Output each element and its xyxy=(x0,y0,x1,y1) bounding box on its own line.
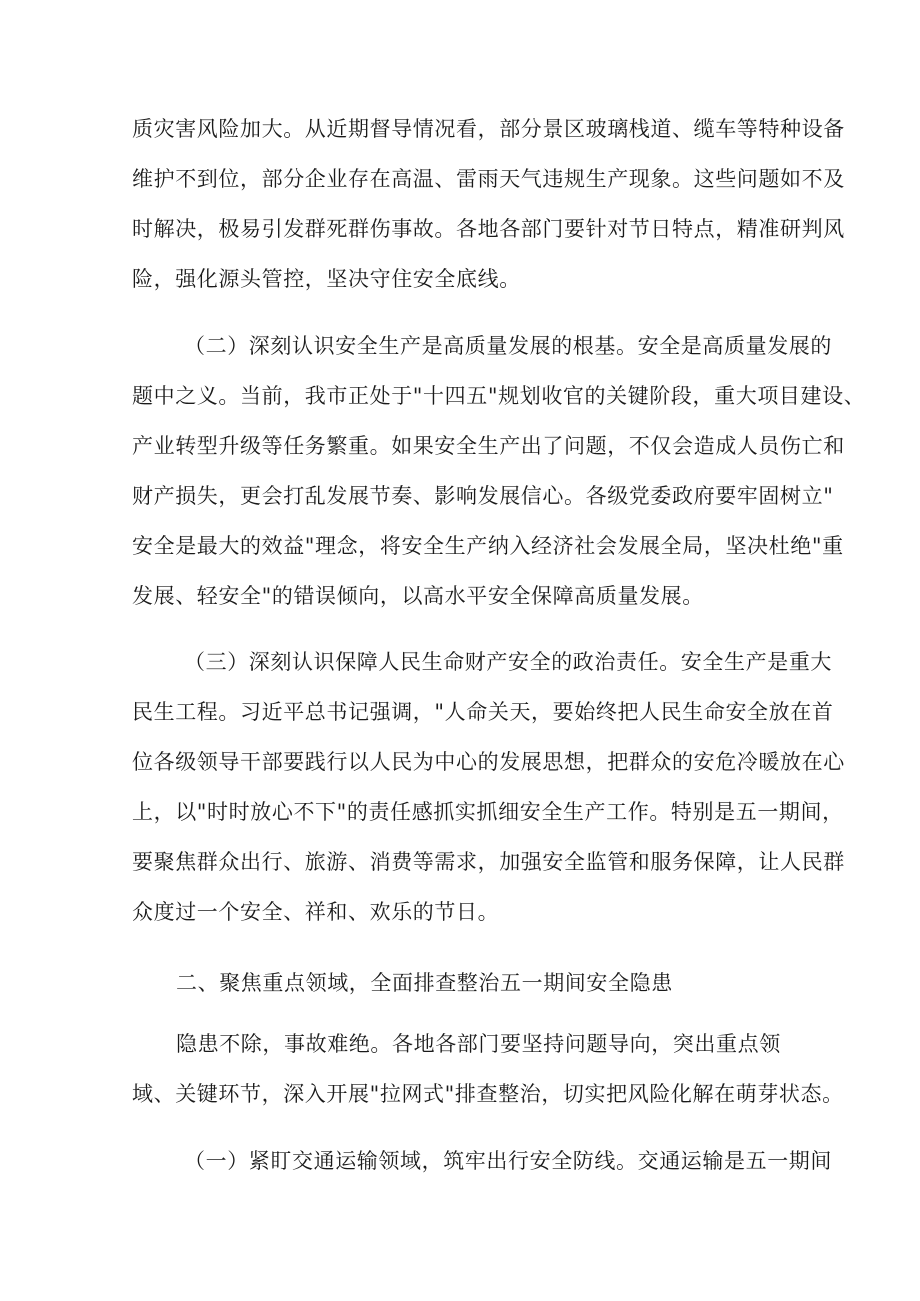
paragraph-start-line: （三）深刻认识保障人民生命财产安全的政治责任。安全生产是重大 xyxy=(184,650,832,674)
paragraph-start-line: （一）紧盯交通运输领域，筑牢出行安全防线。交通运输是五一期间 xyxy=(184,1149,832,1173)
text-line: 维护不到位，部分企业存在高温、雷雨天气违规生产现象。这些问题如不及 xyxy=(132,167,845,191)
text-line: 安全是最大的效益"理念，将安全生产纳入经济社会发展全局，坚决杜绝"重 xyxy=(132,534,844,558)
text-line: 域、关键环节，深入开展"拉网式"排查整治，切实把风险化解在萌芽状态。 xyxy=(132,1082,844,1106)
text-line: 产业转型升级等任务繁重。如果安全生产出了问题，不仅会造成人员伤亡和 xyxy=(132,434,845,458)
text-line: 财产损失，更会打乱发展节奏、影响发展信心。各级党委政府要牢固树立" xyxy=(132,484,834,508)
paragraph-start-line: （二）深刻认识安全生产是高质量发展的根基。安全是高质量发展的 xyxy=(184,334,832,358)
text-line: 题中之义。当前，我市正处于"十四五"规划收官的关键阶段，重大项目建设、 xyxy=(132,384,866,408)
text-line: 民生工程。习近平总书记强调，"人命关天，要始终把人民生命安全放在首 xyxy=(132,700,834,724)
text-line: 位各级领导干部要践行以人民为中心的发展思想，把群众的安危冷暖放在心 xyxy=(132,750,845,774)
section-heading: 二、聚焦重点领域，全面排查整治五一期间安全隐患 xyxy=(176,971,673,995)
paragraph-start-line: 隐患不除，事故难绝。各地各部门要坚持问题导向，突出重点领 xyxy=(176,1032,781,1056)
text-line: 上，以"时时放心不下"的责任感抓实抓细安全生产工作。特别是五一期间， xyxy=(132,800,844,824)
text-line: 要聚焦群众出行、旅游、消费等需求，加强安全监管和服务保障，让人民群 xyxy=(132,850,845,874)
text-line: 险，强化源头管控，坚决守住安全底线。 xyxy=(132,267,521,291)
text-line: 质灾害风险加大。从近期督导情况看，部分景区玻璃栈道、缆车等特种设备 xyxy=(132,117,845,141)
text-line: 时解决，极易引发群死群伤事故。各地各部门要针对节日特点，精准研判风 xyxy=(132,217,845,241)
text-line: 众度过一个安全、祥和、欢乐的节日。 xyxy=(132,900,500,924)
text-line: 发展、轻安全"的错误倾向，以高水平安全保障高质量发展。 xyxy=(132,584,704,608)
